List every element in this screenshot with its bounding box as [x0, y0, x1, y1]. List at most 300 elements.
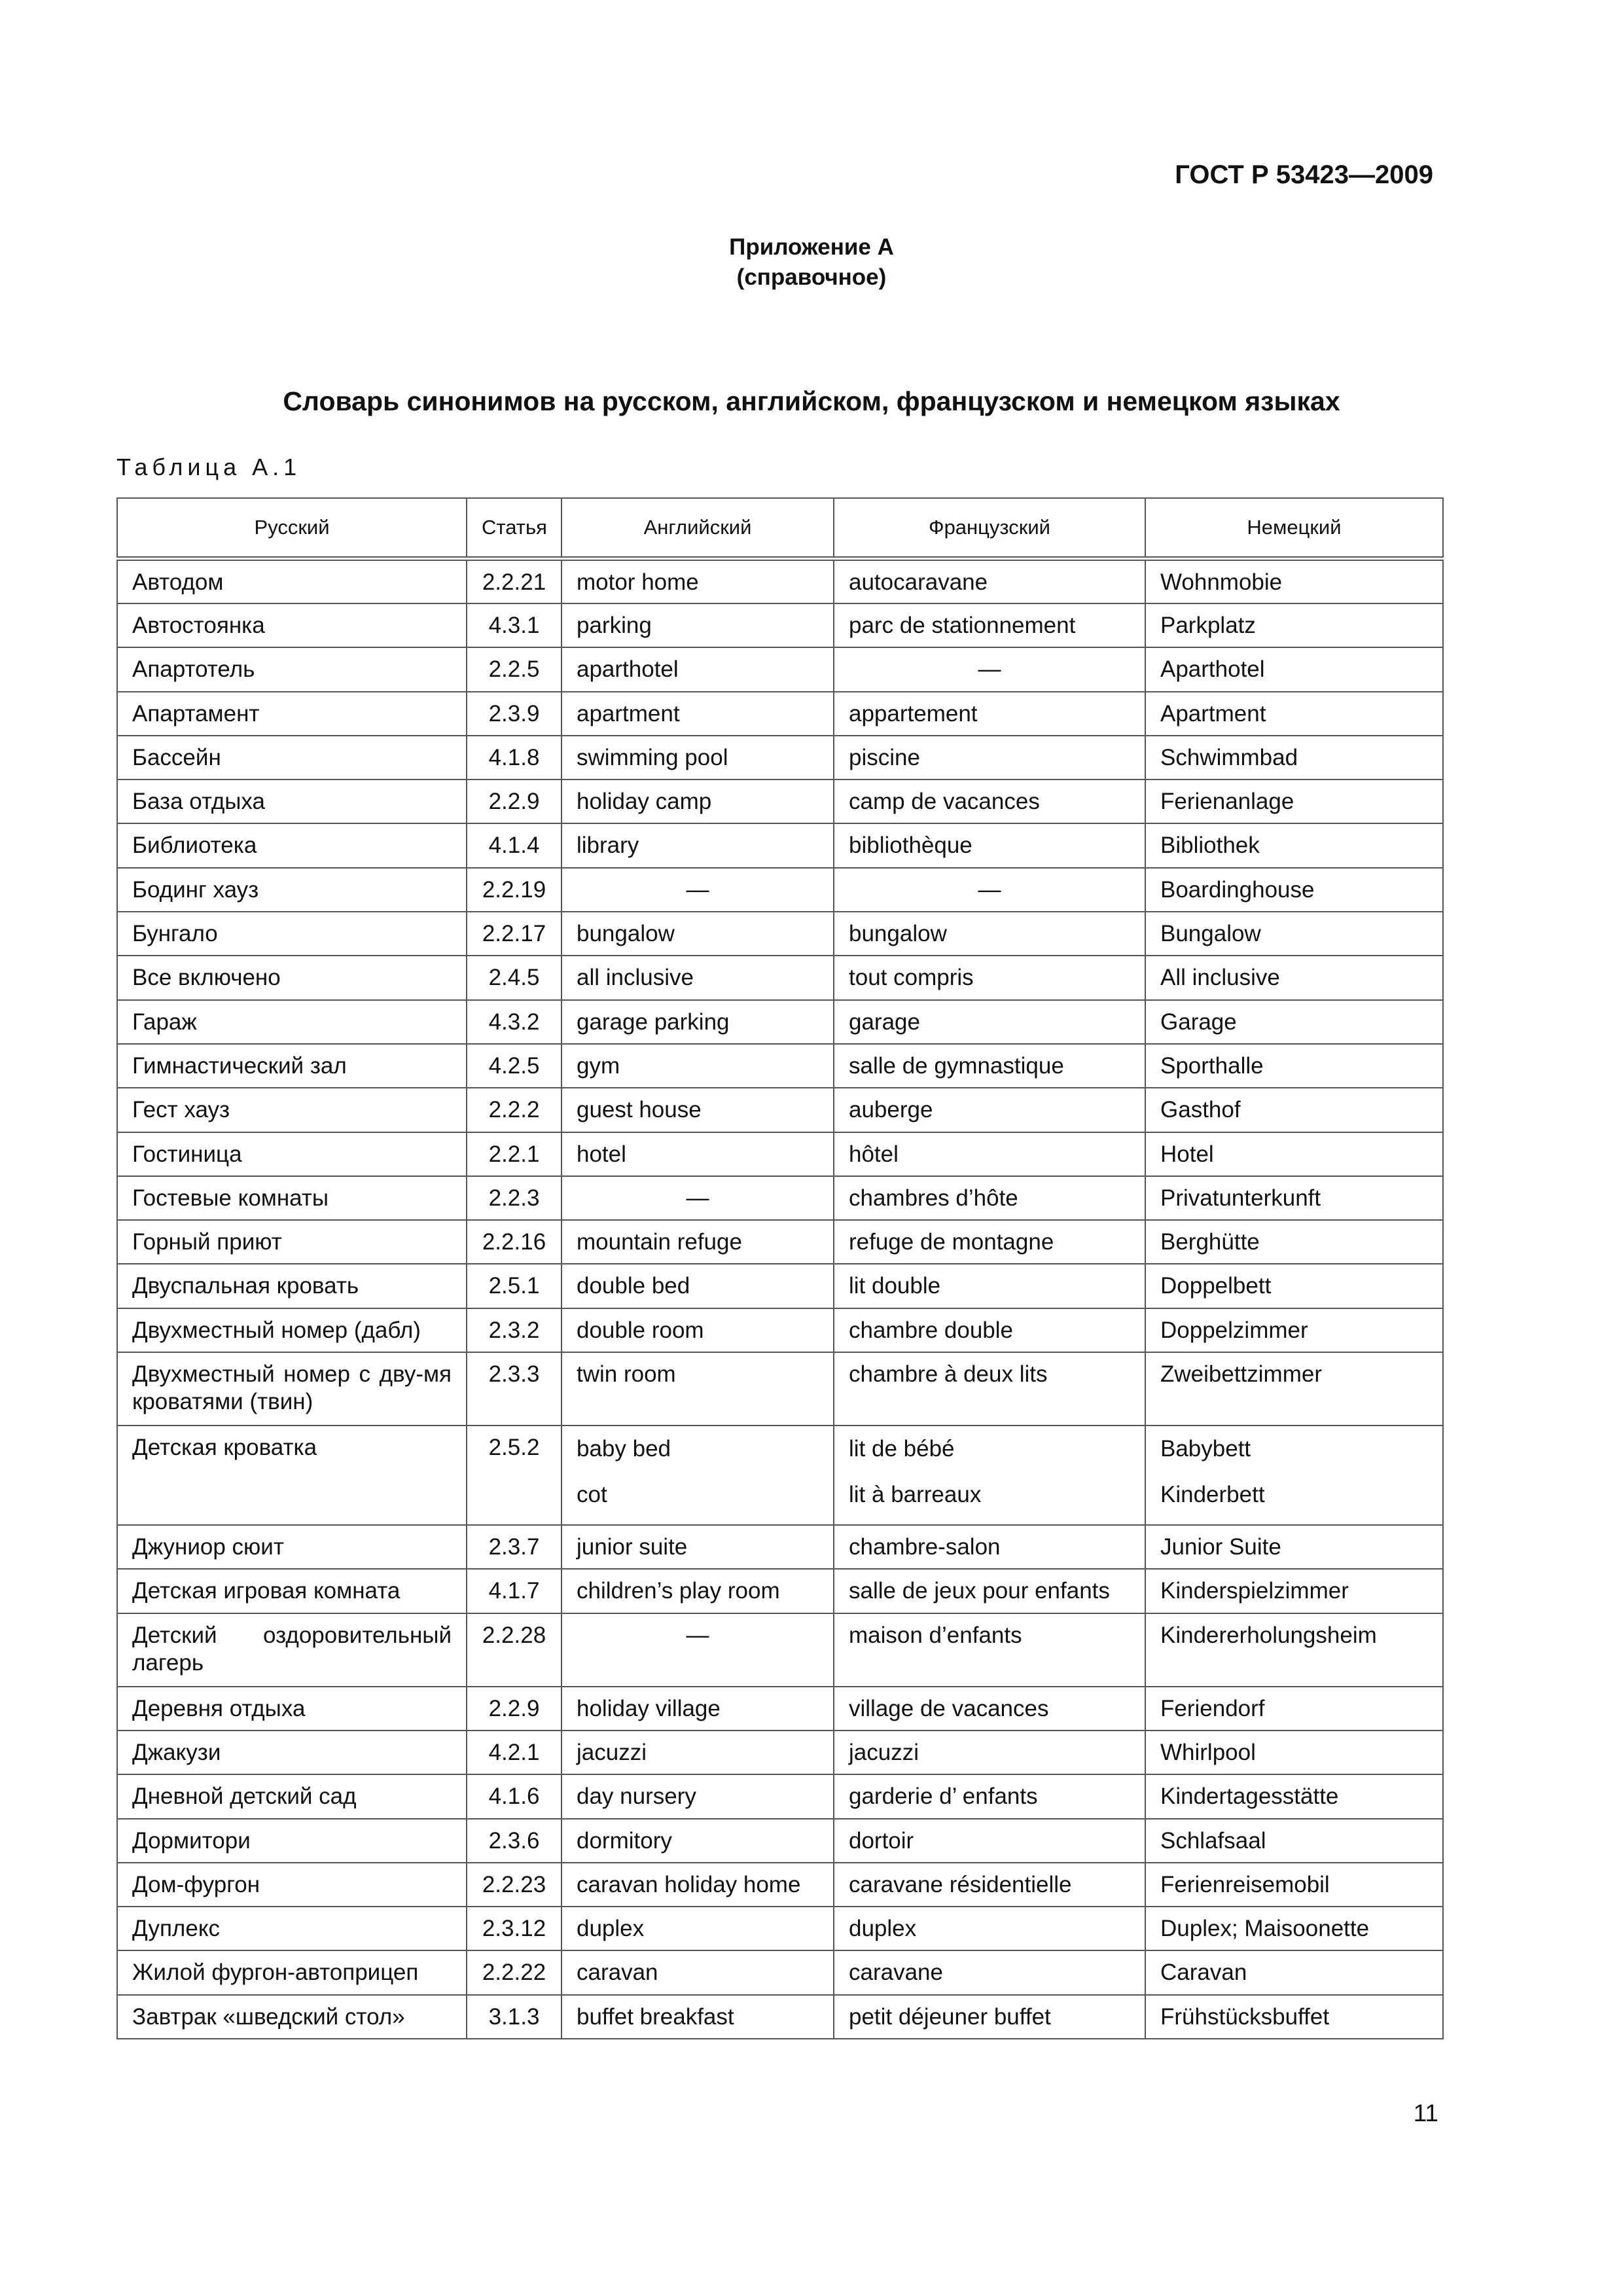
- cell-french: [834, 1613, 1145, 1687]
- cell-french-text: chambres d’hôte: [849, 1185, 1018, 1211]
- cell-english: [562, 692, 834, 736]
- table-row: [117, 647, 1443, 691]
- cell-french-text: auberge: [849, 1097, 933, 1123]
- cell-english-text: day nursery: [577, 1784, 696, 1810]
- cell-article: [467, 1426, 562, 1525]
- table-body: [117, 559, 1443, 2039]
- cell-english-line: baby bed: [577, 1436, 671, 1462]
- cell-russian: [117, 1426, 467, 1525]
- cell-article: [467, 559, 562, 604]
- table-row: [117, 1426, 1443, 1525]
- cell-english: [562, 1176, 834, 1220]
- cell-french-text: garderie d’ enfants: [849, 1784, 1038, 1810]
- cell-german: [1145, 1731, 1443, 1774]
- cell-article-text: 4.1.6: [488, 1784, 540, 1810]
- cell-french-text: caravane résidentielle: [849, 1871, 1072, 1897]
- cell-article-text: 4.1.8: [488, 744, 540, 770]
- cell-english: [562, 736, 834, 780]
- table-row: [117, 1352, 1443, 1426]
- cell-article: [467, 692, 562, 736]
- cell-english: [562, 1308, 834, 1352]
- cell-english-text: —: [686, 1622, 709, 1648]
- cell-article: [467, 1907, 562, 1950]
- cell-article-text: 2.2.3: [488, 1185, 540, 1211]
- cell-english-text: dormitory: [577, 1827, 672, 1854]
- cell-english-text: motor home: [577, 569, 699, 595]
- cell-article: [467, 956, 562, 999]
- cell-article-text: 2.2.2: [488, 1097, 540, 1123]
- cell-russian-text: Двухместный номер с дву-мя кроватями (твин): [132, 1361, 452, 1415]
- cell-german-text: Kindererholungsheim: [1160, 1622, 1377, 1648]
- table-row: [117, 1220, 1443, 1264]
- cell-german-text: Parkplatz: [1160, 613, 1256, 638]
- cell-french: [834, 1525, 1145, 1569]
- cell-english: [562, 1000, 834, 1044]
- annex-subtitle: (справочное): [736, 264, 887, 290]
- cell-french-text: refuge de montagne: [849, 1229, 1054, 1255]
- cell-english: [562, 1352, 834, 1426]
- cell-french: [834, 1687, 1145, 1731]
- cell-english: [562, 1132, 834, 1176]
- table-row: [117, 1176, 1443, 1220]
- table-row: [117, 1863, 1443, 1907]
- cell-article: [467, 1613, 562, 1687]
- cell-english: [562, 780, 834, 823]
- cell-english: [562, 1220, 834, 1264]
- cell-russian: [117, 1995, 467, 2039]
- cell-article-text: 4.3.1: [488, 613, 540, 638]
- cell-german: [1145, 1613, 1443, 1687]
- cell-english: [562, 1613, 834, 1687]
- cell-article: [467, 1569, 562, 1613]
- cell-german-text: Schwimmbad: [1160, 744, 1298, 770]
- cell-french-text: bungalow: [849, 921, 947, 947]
- cell-article: [467, 1220, 562, 1264]
- cell-english: [562, 603, 834, 647]
- column-header-article: Статья: [467, 498, 562, 559]
- cell-german-text: Bungalow: [1160, 921, 1261, 947]
- cell-article-text: 2.2.28: [482, 1622, 546, 1648]
- cell-article-text: 2.2.17: [482, 921, 546, 947]
- cell-english-text: —: [686, 1185, 709, 1211]
- cell-french: [834, 868, 1145, 912]
- cell-article: [467, 1687, 562, 1731]
- cell-german-text: Caravan: [1160, 1960, 1247, 1986]
- cell-russian-text: Двуспальная кровать: [132, 1273, 359, 1299]
- table-row: [117, 1264, 1443, 1308]
- cell-german: [1145, 912, 1443, 956]
- cell-english: [562, 1907, 834, 1950]
- cell-german-text: Privatunterkunft: [1160, 1185, 1321, 1211]
- cell-french: [834, 1995, 1145, 2039]
- table-label: Таблица А.1: [116, 454, 302, 480]
- cell-german-text: Junior Suite: [1160, 1534, 1281, 1560]
- cell-german-text: Aparthotel: [1160, 656, 1265, 683]
- cell-french: [834, 823, 1145, 867]
- cell-french-text: caravane: [849, 1960, 943, 1986]
- table-row: [117, 1774, 1443, 1818]
- table-row: [117, 1950, 1443, 1994]
- cell-article: [467, 1308, 562, 1352]
- cell-french: [834, 1426, 1145, 1525]
- cell-article: [467, 823, 562, 867]
- cell-article: [467, 912, 562, 956]
- cell-english-text: aparthotel: [577, 656, 679, 683]
- cell-russian: [117, 823, 467, 867]
- cell-article-text: 2.4.5: [488, 965, 540, 991]
- cell-english: [562, 1687, 834, 1731]
- cell-article-text: 2.2.23: [482, 1871, 546, 1897]
- cell-russian-text: Гараж: [132, 1009, 197, 1035]
- cell-english-text: children’s play room: [577, 1578, 780, 1604]
- cell-article-text: 2.3.12: [482, 1916, 546, 1942]
- cell-article: [467, 647, 562, 691]
- cell-article-text: 2.2.21: [482, 569, 546, 595]
- cell-german: [1145, 1132, 1443, 1176]
- cell-article: [467, 1264, 562, 1308]
- cell-french-text: —: [978, 876, 1001, 903]
- cell-article: [467, 1995, 562, 2039]
- cell-german: [1145, 559, 1443, 604]
- cell-article-text: 2.3.2: [488, 1317, 540, 1343]
- cell-english: [562, 647, 834, 691]
- cell-german-text: Berghütte: [1160, 1229, 1260, 1255]
- cell-english-line: cot: [577, 1482, 607, 1508]
- cell-german-text: Hotel: [1160, 1141, 1214, 1167]
- cell-russian-text: Деревня отдыха: [132, 1695, 306, 1721]
- cell-russian: [117, 1000, 467, 1044]
- cell-article: [467, 1774, 562, 1818]
- cell-english-text: junior suite: [577, 1534, 688, 1560]
- cell-russian-text: Джакузи: [132, 1739, 221, 1765]
- table-row: [117, 1731, 1443, 1774]
- cell-french: [834, 1907, 1145, 1950]
- table-row: [117, 1044, 1443, 1088]
- cell-french-text: chambre-salon: [849, 1534, 1001, 1560]
- cell-french: [834, 1088, 1145, 1132]
- cell-russian: [117, 1731, 467, 1774]
- cell-russian: [117, 1132, 467, 1176]
- cell-russian-text: Детская игровая комната: [132, 1578, 401, 1604]
- cell-french: [834, 1731, 1145, 1774]
- cell-french-text: —: [978, 656, 1001, 683]
- cell-english-text: duplex: [577, 1916, 645, 1942]
- cell-german-text: Duplex; Maisoonette: [1160, 1916, 1370, 1942]
- cell-german-text: Zweibettzimmer: [1160, 1361, 1322, 1388]
- cell-french: [834, 1774, 1145, 1818]
- cell-english: [562, 956, 834, 999]
- cell-german: [1145, 1044, 1443, 1088]
- cell-article-text: 2.2.19: [482, 876, 546, 903]
- cell-french: [834, 1264, 1145, 1308]
- cell-english-text: holiday camp: [577, 789, 712, 815]
- table-row: [117, 868, 1443, 912]
- cell-russian-text: Бунгало: [132, 921, 218, 947]
- cell-russian: [117, 1950, 467, 1994]
- cell-german: [1145, 956, 1443, 999]
- cell-french: [834, 780, 1145, 823]
- cell-article: [467, 1731, 562, 1774]
- cell-english-text: mountain refuge: [577, 1229, 742, 1255]
- table-row: [117, 1525, 1443, 1569]
- cell-french: [834, 603, 1145, 647]
- cell-german-text: Kinderspielzimmer: [1160, 1578, 1349, 1604]
- cell-french: [834, 1352, 1145, 1426]
- cell-german: [1145, 823, 1443, 867]
- cell-english-text: guest house: [577, 1097, 702, 1123]
- cell-french-text: village de vacances: [849, 1695, 1049, 1721]
- cell-german: [1145, 1352, 1443, 1426]
- cell-russian: [117, 1352, 467, 1426]
- cell-russian: [117, 1907, 467, 1950]
- cell-french-text: salle de jeux pour enfants: [849, 1578, 1110, 1604]
- cell-english-text: apartment: [577, 700, 680, 726]
- cell-english: [562, 868, 834, 912]
- cell-french: [834, 1863, 1145, 1907]
- cell-german: [1145, 868, 1443, 912]
- page-number: 11: [1413, 2100, 1438, 2126]
- cell-german-text: Whirlpool: [1160, 1739, 1256, 1765]
- cell-french-text: chambre double: [849, 1317, 1013, 1343]
- cell-article: [467, 1352, 562, 1426]
- cell-article-text: 2.2.16: [482, 1229, 546, 1255]
- cell-german-text: Gasthof: [1160, 1097, 1241, 1123]
- cell-english-text: library: [577, 833, 639, 859]
- cell-german-text: Kindertagesstätte: [1160, 1784, 1339, 1810]
- table-row: [117, 1088, 1443, 1132]
- cell-english-text: jacuzzi: [577, 1739, 647, 1765]
- table-row: [117, 823, 1443, 867]
- cell-russian: [117, 868, 467, 912]
- table-row: [117, 1132, 1443, 1176]
- cell-german-text: Bibliothek: [1160, 833, 1260, 859]
- cell-article: [467, 603, 562, 647]
- cell-french-text: jacuzzi: [849, 1739, 919, 1765]
- table-row: [117, 956, 1443, 999]
- cell-russian-text: Детский оздоровительный лагерь: [132, 1622, 452, 1676]
- cell-german-text: Doppelzimmer: [1160, 1317, 1308, 1343]
- table-row: [117, 1308, 1443, 1352]
- cell-french-text: piscine: [849, 744, 920, 770]
- cell-russian: [117, 1264, 467, 1308]
- cell-french-text: bibliothèque: [849, 833, 972, 859]
- cell-french: [834, 956, 1145, 999]
- cell-russian: [117, 1613, 467, 1687]
- cell-french: [834, 1132, 1145, 1176]
- cell-russian-text: Бодинг хауз: [132, 876, 259, 903]
- cell-french: [834, 1308, 1145, 1352]
- cell-german-text: Ferienanlage: [1160, 789, 1294, 815]
- cell-article-text: 2.3.7: [488, 1534, 540, 1560]
- cell-french: [834, 1950, 1145, 1994]
- table-row: [117, 603, 1443, 647]
- cell-german: [1145, 1950, 1443, 1994]
- cell-german-text: Apartment: [1160, 700, 1266, 726]
- cell-russian: [117, 736, 467, 780]
- cell-german-text: Doppelbett: [1160, 1273, 1272, 1299]
- cell-russian-text: Двухместный номер (дабл): [132, 1317, 421, 1343]
- cell-english-text: swimming pool: [577, 744, 728, 770]
- cell-article-text: 3.1.3: [488, 2003, 540, 2030]
- cell-english-text: double bed: [577, 1273, 690, 1299]
- cell-russian-text: Детская кроватка: [132, 1435, 317, 1461]
- document-title: Словарь синонимов на русском, английском, французском и немецком языках: [283, 386, 1340, 416]
- table-row: [117, 1569, 1443, 1613]
- cell-german-text: Ferienreisemobil: [1160, 1871, 1330, 1897]
- table-row: [117, 780, 1443, 823]
- cell-article: [467, 868, 562, 912]
- cell-article-text: 2.2.9: [488, 789, 540, 815]
- cell-russian-text: Завтрак «шведский стол»: [132, 2003, 405, 2030]
- cell-russian: [117, 1308, 467, 1352]
- cell-russian: [117, 780, 467, 823]
- table-row: [117, 692, 1443, 736]
- cell-article: [467, 1176, 562, 1220]
- cell-english: [562, 912, 834, 956]
- cell-article-text: 2.2.9: [488, 1695, 540, 1721]
- cell-french-line: lit à barreaux: [849, 1482, 982, 1508]
- cell-german-text: Garage: [1160, 1009, 1237, 1035]
- cell-english-text: twin room: [577, 1361, 676, 1388]
- cell-french-text: lit double: [849, 1273, 941, 1299]
- cell-french: [834, 912, 1145, 956]
- cell-german: [1145, 647, 1443, 691]
- cell-article-text: 2.3.6: [488, 1827, 540, 1854]
- cell-russian-text: Апартотель: [132, 656, 255, 683]
- cell-russian-text: Дом-фургон: [132, 1871, 260, 1897]
- cell-english: [562, 1950, 834, 1994]
- cell-french: [834, 1220, 1145, 1264]
- cell-french-text: duplex: [849, 1916, 917, 1942]
- table-row: [117, 1000, 1443, 1044]
- cell-english-text: gym: [577, 1052, 620, 1079]
- cell-article-text: 2.2.1: [488, 1141, 540, 1167]
- cell-german-text: Frühstücksbuffet: [1160, 2003, 1330, 2030]
- annex-title: Приложение А: [729, 234, 894, 260]
- cell-english: [562, 823, 834, 867]
- cell-french-text: appartement: [849, 700, 978, 726]
- cell-article: [467, 1000, 562, 1044]
- cell-russian: [117, 912, 467, 956]
- cell-french-text: maison d’enfants: [849, 1622, 1022, 1648]
- cell-russian: [117, 559, 467, 604]
- cell-article: [467, 780, 562, 823]
- cell-english: [562, 1819, 834, 1863]
- cell-russian-text: Жилой фургон-автоприцеп: [132, 1960, 419, 1986]
- cell-french-text: salle de gymnastique: [849, 1052, 1064, 1079]
- column-header-german: Немецкий: [1145, 498, 1443, 559]
- cell-article-text: 2.3.9: [488, 700, 540, 726]
- cell-german: [1145, 603, 1443, 647]
- cell-russian-text: Библиотека: [132, 833, 257, 859]
- cell-article-text: 4.2.1: [488, 1739, 540, 1765]
- cell-article: [467, 1132, 562, 1176]
- cell-german: [1145, 1000, 1443, 1044]
- cell-french: [834, 1819, 1145, 1863]
- column-header-french: Французский: [834, 498, 1145, 559]
- cell-german-text: Wohnmobie: [1160, 569, 1283, 595]
- cell-french-text: autocaravane: [849, 569, 988, 595]
- cell-russian: [117, 1569, 467, 1613]
- cell-french-text: chambre à deux lits: [849, 1361, 1048, 1388]
- cell-german: [1145, 1426, 1443, 1525]
- cell-german: [1145, 1569, 1443, 1613]
- cell-russian-text: Гест хауз: [132, 1097, 230, 1123]
- cell-german-text: Sporthalle: [1160, 1052, 1264, 1079]
- table-row: [117, 736, 1443, 780]
- cell-article: [467, 1863, 562, 1907]
- cell-german: [1145, 1774, 1443, 1818]
- cell-russian: [117, 647, 467, 691]
- cell-french: [834, 736, 1145, 780]
- cell-article: [467, 1044, 562, 1088]
- cell-german: [1145, 1220, 1443, 1264]
- cell-english-text: holiday village: [577, 1695, 721, 1721]
- cell-article: [467, 1088, 562, 1132]
- cell-russian-text: Автодом: [132, 569, 224, 595]
- cell-french-text: dortoir: [849, 1827, 914, 1854]
- cell-article: [467, 1525, 562, 1569]
- cell-article-text: 2.2.22: [482, 1960, 546, 1986]
- cell-german: [1145, 1525, 1443, 1569]
- cell-german: [1145, 1308, 1443, 1352]
- cell-russian-text: Джуниор сюит: [132, 1534, 284, 1560]
- cell-russian: [117, 1774, 467, 1818]
- cell-english-text: hotel: [577, 1141, 626, 1167]
- cell-article-text: 2.3.3: [488, 1361, 540, 1388]
- cell-russian: [117, 1088, 467, 1132]
- cell-russian: [117, 1044, 467, 1088]
- standard-number: ГОСТ Р 53423—2009: [1175, 160, 1433, 189]
- cell-article: [467, 736, 562, 780]
- cell-german-text: All inclusive: [1160, 965, 1280, 991]
- table-row: [117, 1907, 1443, 1950]
- cell-russian-text: Все включено: [132, 965, 281, 991]
- table-row: [117, 1613, 1443, 1687]
- cell-french: [834, 1000, 1145, 1044]
- cell-german-line: Kinderbett: [1160, 1482, 1265, 1508]
- cell-french-text: hôtel: [849, 1141, 899, 1167]
- column-header-english: Английский: [562, 498, 834, 559]
- cell-french-text: tout compris: [849, 965, 974, 991]
- cell-english: [562, 1525, 834, 1569]
- cell-french-text: petit déjeuner buffet: [849, 2003, 1051, 2030]
- cell-english: [562, 1264, 834, 1308]
- cell-english-text: caravan holiday home: [577, 1871, 801, 1897]
- table-header-row: [117, 498, 1443, 559]
- cell-russian: [117, 1176, 467, 1220]
- cell-english-text: garage parking: [577, 1009, 730, 1035]
- cell-russian-text: Апартамент: [132, 700, 260, 726]
- cell-english: [562, 1044, 834, 1088]
- cell-french: [834, 1044, 1145, 1088]
- cell-french-line: lit de bébé: [849, 1436, 955, 1462]
- cell-article: [467, 1819, 562, 1863]
- cell-german: [1145, 780, 1443, 823]
- cell-russian: [117, 956, 467, 999]
- cell-english: [562, 1569, 834, 1613]
- cell-german: [1145, 1995, 1443, 2039]
- cell-german-text: Boardinghouse: [1160, 876, 1315, 903]
- cell-russian-text: Автостоянка: [132, 613, 265, 638]
- cell-french-text: garage: [849, 1009, 920, 1035]
- cell-english-text: buffet breakfast: [577, 2003, 734, 2030]
- cell-article-text: 2.2.5: [488, 656, 540, 683]
- cell-russian: [117, 1525, 467, 1569]
- cell-russian-text: Гимнастический зал: [132, 1052, 347, 1079]
- table-row: [117, 1819, 1443, 1863]
- cell-german: [1145, 1176, 1443, 1220]
